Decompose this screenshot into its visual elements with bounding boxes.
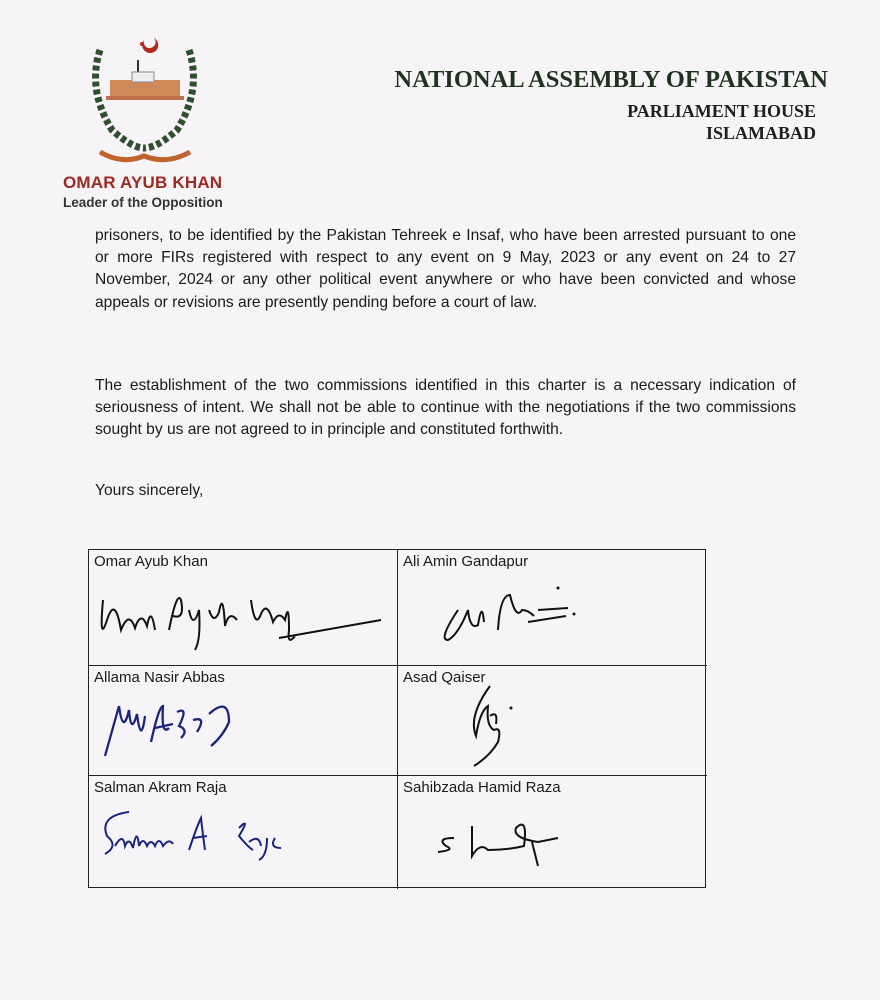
signature-table (88, 549, 706, 888)
signatory-name: Allama Nasir Abbas (94, 669, 225, 686)
national-assembly-emblem-icon (82, 30, 207, 170)
signatory-cell (89, 550, 398, 666)
signatory-cell (89, 776, 398, 889)
body-paragraph-1: prisoners, to be identified by the Pakistan Tehreek e Insaf, who have been arrested pursuant to one or more FIRs registered with respect to any event on 9 May, 2023 or any event on 24 to 27 November, 2024 or any other political event anywhere or who have been convicted and whose appeals or revisions are presently pending before a court of law. (95, 227, 796, 311)
signatory-name: Sahibzada Hamid Raza (403, 779, 561, 796)
closing: Yours sincerely, (95, 482, 204, 499)
address (627, 100, 816, 144)
signature-salman-akram-raja (89, 776, 398, 889)
organization-name: NATIONAL ASSEMBLY OF PAKISTAN (394, 66, 828, 93)
address-line2: ISLAMABAD (705, 123, 816, 143)
signatory-name: Omar Ayub Khan (94, 553, 208, 570)
signature-asad-qaiser (398, 666, 707, 776)
signatory-cell (398, 666, 707, 776)
signatory-cell (398, 776, 707, 889)
body-paragraph-2: The establishment of the two commissions identified in this charter is a necessary indication of seriousness of intent. We shall not be able to continue with the negotiations if the two commissions sought by us are not agreed to in principle and constituted forthwith. (95, 377, 796, 439)
signatory-name: Ali Amin Gandapur (403, 553, 529, 570)
address-line1: PARLIAMENT HOUSE (627, 101, 816, 121)
sender-name: OMAR AYUB KHAN (63, 173, 223, 192)
signature-sahibzada-hamid-raza (398, 776, 707, 889)
signatory-name: Asad Qaiser (403, 669, 486, 686)
signatory-cell (89, 666, 398, 776)
signature-omar-ayub-khan (89, 550, 398, 666)
signatory-cell (398, 550, 707, 666)
signature-allama-nasir-abbas (89, 666, 398, 776)
signatory-name: Salman Akram Raja (94, 779, 227, 796)
signature-ali-amin-gandapur (398, 550, 707, 666)
sender-title: Leader of the Opposition (63, 195, 223, 210)
